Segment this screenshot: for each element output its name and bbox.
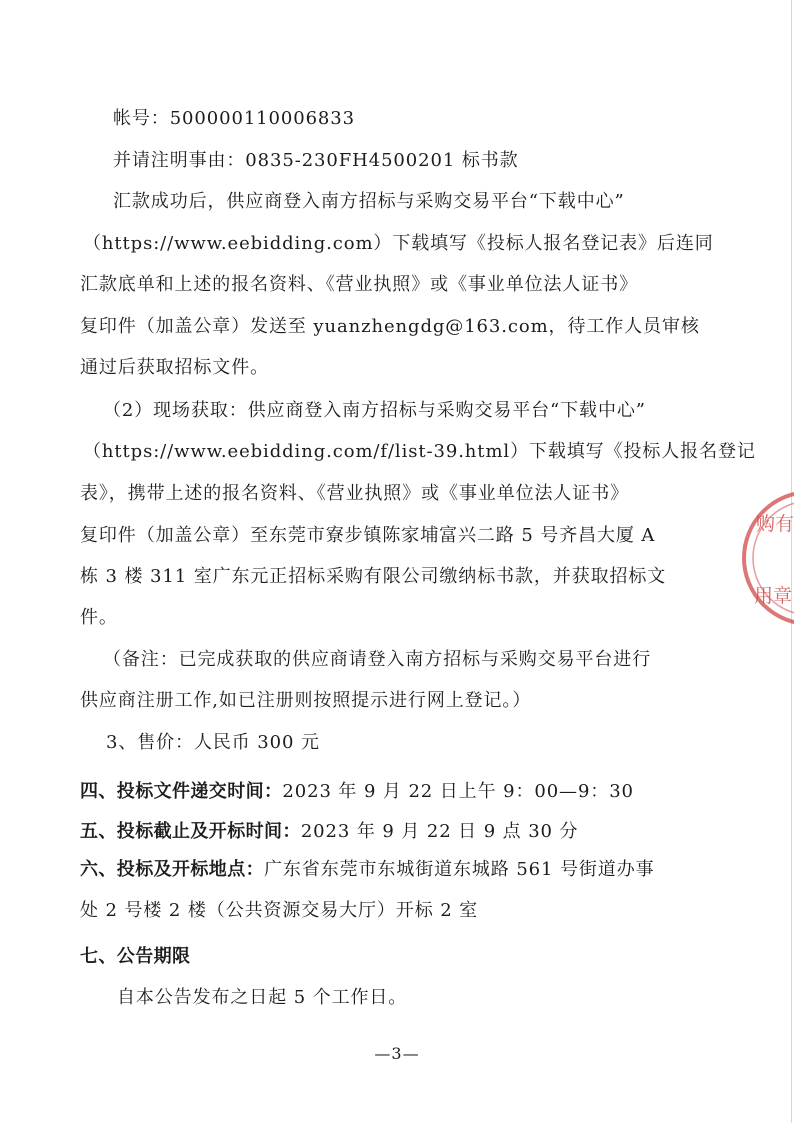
seal-top-text: 购有 bbox=[756, 513, 794, 535]
transfer-paragraph-line: 通过后获取招标文件。 bbox=[80, 357, 269, 378]
onsite-paragraph-line: 复印件（加盖公章）至东莞市寮步镇陈家埔富兴二路 5 号齐昌大厦 A bbox=[80, 525, 656, 546]
section-6-body: 广东省东莞市东城街道东城路 561 号街道办事 bbox=[264, 859, 655, 880]
onsite-paragraph-line: 栋 3 楼 311 室广东元正招标采购有限公司缴纳标书款，并获取招标文 bbox=[80, 566, 667, 587]
remark-line: （备注：已完成获取的供应商请登入南方招标与采购交易平台进行 bbox=[103, 649, 652, 670]
section-7-heading: 七、公告期限 bbox=[80, 946, 191, 967]
section-6-heading: 六、投标及开标地点： bbox=[80, 859, 264, 880]
remittance-note-line: 并请注明事由：0835-230FH4500201 标书款 bbox=[113, 150, 519, 171]
section-7-line bbox=[80, 945, 190, 969]
onsite-paragraph-line: 表》，携带上述的报名资料、《营业执照》或《事业单位法人证书》 bbox=[80, 483, 629, 504]
section-6-line bbox=[80, 858, 655, 882]
transfer-paragraph-line: （https://www.eebidding.com）下载填写《投标人报名登记表》后连同 bbox=[83, 233, 714, 254]
section-4-heading: 四、投标文件递交时间： bbox=[80, 781, 283, 802]
seal-bottom-text: 用章 bbox=[754, 585, 793, 607]
section-5-body: 2023 年 9 月 22 日 9 点 30 分 bbox=[300, 821, 579, 842]
section-4-line bbox=[80, 780, 634, 804]
transfer-paragraph-line: 汇款底单和上述的报名资料、《营业执照》或《事业单位法人证书》 bbox=[80, 274, 638, 295]
price-line: 3、售价：人民币 300 元 bbox=[106, 732, 320, 753]
onsite-paragraph-line: 件。 bbox=[80, 607, 118, 628]
remark-line: 供应商注册工作,如已注册则按照提示进行网上登记。） bbox=[80, 690, 532, 711]
section-5-heading: 五、投标截止及开标时间： bbox=[80, 821, 301, 842]
onsite-paragraph-line: （https://www.eebidding.com/f/list-39.html）下载填写《投标人报名登记 bbox=[83, 441, 756, 462]
company-seal-stamp bbox=[738, 478, 794, 638]
section-4-body: 2023 年 9 月 22 日上午 9：00—9：30 bbox=[282, 781, 634, 802]
page-number: —3— bbox=[374, 1044, 420, 1063]
section-6-continuation: 处 2 号楼 2 楼（公共资源交易大厅）开标 2 室 bbox=[80, 900, 479, 921]
transfer-paragraph-line: 汇款成功后，供应商登入南方招标与采购交易平台“下载中心” bbox=[113, 191, 625, 212]
onsite-paragraph-line: （2）现场获取：供应商登入南方招标与采购交易平台“下载中心” bbox=[103, 400, 646, 421]
account-line: 帐号：500000110006833 bbox=[113, 108, 355, 129]
section-7-body: 自本公告发布之日起 5 个工作日。 bbox=[117, 987, 408, 1008]
transfer-paragraph-line: 复印件（加盖公章）发送至 yuanzhengdg@163.com，待工作人员审核 bbox=[80, 316, 700, 337]
section-5-line bbox=[80, 820, 578, 844]
